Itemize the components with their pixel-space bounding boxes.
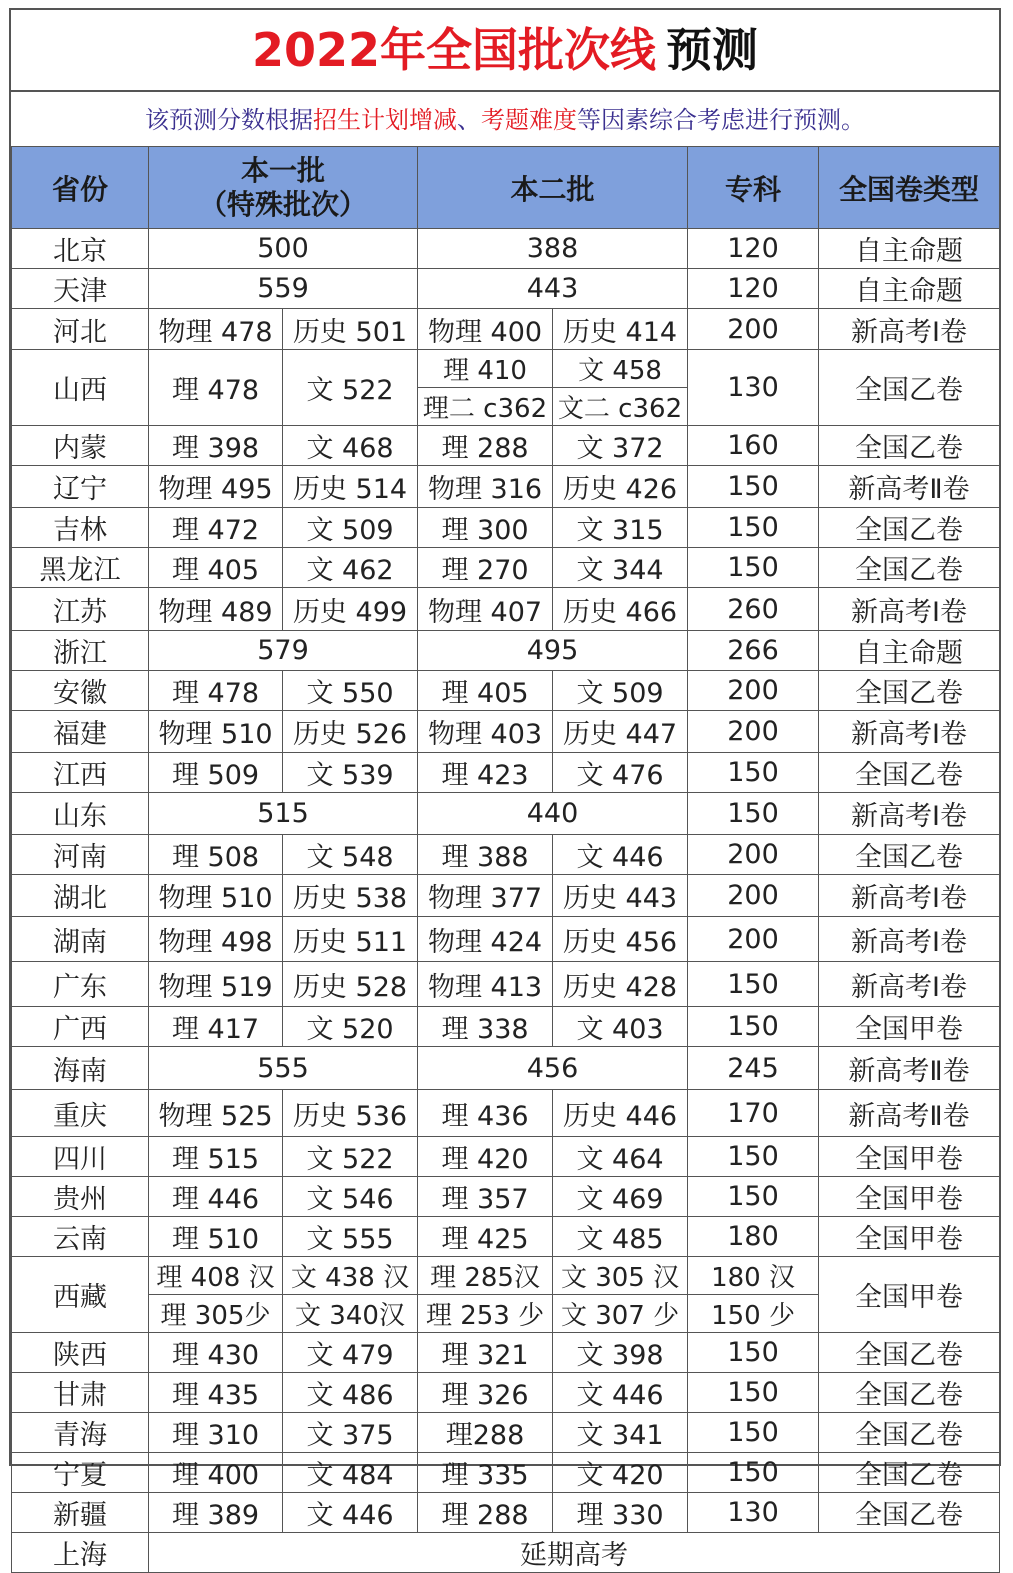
batch1-score-a: 物理 489 <box>149 588 283 631</box>
province-cell: 重庆 <box>12 1090 149 1137</box>
exam-type-cell: 自主命题 <box>819 269 1000 309</box>
table-row <box>12 309 1000 350</box>
exam-type-cell: 全国乙卷 <box>819 1373 1000 1413</box>
batch2-score-a: 理 285汉 <box>418 1257 553 1295</box>
zhuanke-score: 170 <box>688 1090 819 1137</box>
batch2-score-a: 物理 377 <box>418 875 553 917</box>
batch2-score-b: 文 446 <box>553 1373 688 1413</box>
batch2-score-a: 理 321 <box>418 1333 553 1373</box>
exam-type-cell: 新高考Ⅰ卷 <box>819 711 1000 753</box>
batch2-score-a: 物理 400 <box>418 309 553 350</box>
batch2-score: 388 <box>418 229 688 269</box>
batch2-score-a: 理 425 <box>418 1217 553 1257</box>
batch1-score-a: 理 430 <box>149 1333 283 1373</box>
zhuanke-score: 130 <box>688 350 819 426</box>
batch1-score-b: 文 522 <box>283 1137 418 1177</box>
province-cell: 福建 <box>12 711 149 753</box>
province-cell: 上海 <box>12 1533 149 1573</box>
zhuanke-score: 200 <box>688 671 819 711</box>
exam-type-cell: 全国甲卷 <box>819 1217 1000 1257</box>
batch2-score-b: 历史 428 <box>553 962 688 1007</box>
batch2-score-b: 文 344 <box>553 548 688 588</box>
batch1-score-b: 文 462 <box>283 548 418 588</box>
batch1-score-a: 理 478 <box>149 350 283 426</box>
batch1-score-a: 理 478 <box>149 671 283 711</box>
zhuanke-score: 200 <box>688 309 819 350</box>
exam-type-cell: 全国甲卷 <box>819 1177 1000 1217</box>
exam-type-cell: 新高考Ⅰ卷 <box>819 588 1000 631</box>
province-cell: 广西 <box>12 1007 149 1047</box>
batch1-score-b: 历史 526 <box>283 711 418 753</box>
zhuanke-score: 120 <box>688 229 819 269</box>
table-row <box>12 1047 1000 1090</box>
batch2-score-b: 文 458 <box>553 350 688 388</box>
batch2-score: 440 <box>418 793 688 835</box>
table-row <box>12 1217 1000 1257</box>
batch1-score-b: 文 438 汉 <box>283 1257 418 1295</box>
batch1-score: 559 <box>149 269 418 309</box>
batch1-score-b: 文 550 <box>283 671 418 711</box>
batch2-score-c: 理二 c362 <box>418 388 553 426</box>
batch1-score-a: 物理 510 <box>149 711 283 753</box>
batch1-score-a: 理 515 <box>149 1137 283 1177</box>
batch1-score-b: 历史 538 <box>283 875 418 917</box>
zhuanke-score: 260 <box>688 588 819 631</box>
document-frame <box>9 8 1001 1571</box>
province-cell: 广东 <box>12 962 149 1007</box>
table-row <box>12 1137 1000 1177</box>
exam-type-cell: 新高考Ⅱ卷 <box>819 1047 1000 1090</box>
province-cell: 陕西 <box>12 1333 149 1373</box>
batch1-score-b: 历史 528 <box>283 962 418 1007</box>
batch2-score-b: 文 469 <box>553 1177 688 1217</box>
province-cell: 湖南 <box>12 917 149 962</box>
batch2-score-b: 理 330 <box>553 1493 688 1533</box>
batch1-score: 500 <box>149 229 418 269</box>
batch1-score-a: 理 417 <box>149 1007 283 1047</box>
batch2-score-d: 文 307 少 <box>553 1295 688 1333</box>
batch2-score-a: 理 300 <box>418 508 553 548</box>
batch2-score: 456 <box>418 1047 688 1090</box>
zhuanke-score: 180 汉 <box>688 1257 819 1295</box>
batch2-score-b: 历史 447 <box>553 711 688 753</box>
batch2-score-a: 理 405 <box>418 671 553 711</box>
batch2-score-a: 理 326 <box>418 1373 553 1413</box>
batch2-score-a: 理 388 <box>418 835 553 875</box>
province-cell: 辽宁 <box>12 466 149 508</box>
province-cell: 海南 <box>12 1047 149 1090</box>
zhuanke-score: 245 <box>688 1047 819 1090</box>
province-cell: 宁夏 <box>12 1453 149 1493</box>
batch2-score-b: 文 464 <box>553 1137 688 1177</box>
exam-type-cell: 全国乙卷 <box>819 1493 1000 1533</box>
batch2-score: 495 <box>418 631 688 671</box>
header-batch-2: 本二批 <box>418 147 688 229</box>
batch1-score-c: 理 305少 <box>149 1295 283 1333</box>
batch2-score-a: 理 335 <box>418 1453 553 1493</box>
score-table <box>11 146 1000 1573</box>
province-cell: 山东 <box>12 793 149 835</box>
table-row <box>12 229 1000 269</box>
batch2-score-b: 历史 446 <box>553 1090 688 1137</box>
province-cell: 天津 <box>12 269 149 309</box>
zhuanke-score: 130 <box>688 1493 819 1533</box>
batch1-score: 579 <box>149 631 418 671</box>
batch2-score-a: 理 338 <box>418 1007 553 1047</box>
province-cell: 吉林 <box>12 508 149 548</box>
table-row <box>12 1413 1000 1453</box>
zhuanke-score: 200 <box>688 875 819 917</box>
table-row <box>12 875 1000 917</box>
province-cell: 江西 <box>12 753 149 793</box>
batch1-score-a: 物理 495 <box>149 466 283 508</box>
zhuanke-score: 180 <box>688 1217 819 1257</box>
exam-type-cell: 新高考Ⅰ卷 <box>819 793 1000 835</box>
batch1-score-b: 文 468 <box>283 426 418 466</box>
batch2-score-a: 理 410 <box>418 350 553 388</box>
batch2-score-b: 文 446 <box>553 835 688 875</box>
batch2-score-d: 文二 c362 <box>553 388 688 426</box>
exam-type-cell: 全国乙卷 <box>819 671 1000 711</box>
zhuanke-score: 120 <box>688 269 819 309</box>
zhuanke-score-2: 150 少 <box>688 1295 819 1333</box>
batch1-score-b: 文 546 <box>283 1177 418 1217</box>
table-row <box>12 1373 1000 1413</box>
batch2-score-a: 理 357 <box>418 1177 553 1217</box>
table-row <box>12 917 1000 962</box>
batch2-score-a: 物理 407 <box>418 588 553 631</box>
batch1-score-b: 文 555 <box>283 1217 418 1257</box>
exam-type-cell: 全国乙卷 <box>819 1453 1000 1493</box>
table-row <box>12 671 1000 711</box>
table-row <box>12 350 1000 388</box>
zhuanke-score: 200 <box>688 917 819 962</box>
batch2-score-a: 理 423 <box>418 753 553 793</box>
table-header-row <box>12 147 1000 229</box>
batch1-score-b: 文 446 <box>283 1493 418 1533</box>
zhuanke-score: 160 <box>688 426 819 466</box>
zhuanke-score: 150 <box>688 1137 819 1177</box>
province-cell: 新疆 <box>12 1493 149 1533</box>
table-row <box>12 588 1000 631</box>
exam-type-cell: 全国乙卷 <box>819 426 1000 466</box>
zhuanke-score: 150 <box>688 753 819 793</box>
exam-type-cell: 新高考Ⅰ卷 <box>819 875 1000 917</box>
province-cell: 河南 <box>12 835 149 875</box>
batch1-score-a: 理 398 <box>149 426 283 466</box>
province-cell: 西藏 <box>12 1257 149 1333</box>
batch2-score-b: 文 420 <box>553 1453 688 1493</box>
batch1-score-a: 物理 478 <box>149 309 283 350</box>
batch1-score-a: 理 472 <box>149 508 283 548</box>
batch2-score-b: 文 372 <box>553 426 688 466</box>
batch1-score-b: 文 484 <box>283 1453 418 1493</box>
exam-type-cell: 自主命题 <box>819 631 1000 671</box>
province-cell: 湖北 <box>12 875 149 917</box>
batch1-score-b: 历史 499 <box>283 588 418 631</box>
zhuanke-score: 150 <box>688 962 819 1007</box>
batch1-score-b: 文 539 <box>283 753 418 793</box>
batch1-score-a: 理 509 <box>149 753 283 793</box>
batch1-score-d: 文 340汉 <box>283 1295 418 1333</box>
batch2-score-c: 理 253 少 <box>418 1295 553 1333</box>
table-row <box>12 1257 1000 1295</box>
zhuanke-score: 150 <box>688 1177 819 1217</box>
zhuanke-score: 150 <box>688 793 819 835</box>
exam-type-cell: 新高考Ⅰ卷 <box>819 962 1000 1007</box>
province-cell: 浙江 <box>12 631 149 671</box>
page-subtitle: 该预测分数根据招生计划增减、考题难度等因素综合考虑进行预测。 <box>11 90 999 148</box>
province-cell: 江苏 <box>12 588 149 631</box>
batch2-score-a: 物理 403 <box>418 711 553 753</box>
batch2-score-b: 文 509 <box>553 671 688 711</box>
table-row <box>12 1533 1000 1573</box>
zhuanke-score: 200 <box>688 835 819 875</box>
batch2-score-b: 历史 426 <box>553 466 688 508</box>
batch1-score-a: 理 400 <box>149 1453 283 1493</box>
province-cell: 四川 <box>12 1137 149 1177</box>
page-title: 2022年全国批次线 预测 <box>251 23 759 77</box>
table-row <box>12 711 1000 753</box>
exam-type-cell: 新高考Ⅱ卷 <box>819 466 1000 508</box>
exam-type-cell: 新高考Ⅰ卷 <box>819 917 1000 962</box>
batch2-score-a: 物理 316 <box>418 466 553 508</box>
table-row <box>12 835 1000 875</box>
note-cell: 延期高考 <box>149 1533 1000 1573</box>
exam-type-cell: 全国甲卷 <box>819 1137 1000 1177</box>
batch2-score-b: 文 485 <box>553 1217 688 1257</box>
header-batch-1: 本一批 （特殊批次） <box>149 147 418 229</box>
batch1-score-a: 理 389 <box>149 1493 283 1533</box>
province-cell: 山西 <box>12 350 149 426</box>
batch1-score-b: 文 486 <box>283 1373 418 1413</box>
batch2-score: 443 <box>418 269 688 309</box>
zhuanke-score: 150 <box>688 1333 819 1373</box>
table-row <box>12 631 1000 671</box>
table-row <box>12 1493 1000 1533</box>
province-cell: 黑龙江 <box>12 548 149 588</box>
exam-type-cell: 全国乙卷 <box>819 753 1000 793</box>
zhuanke-score: 150 <box>688 1007 819 1047</box>
zhuanke-score: 200 <box>688 711 819 753</box>
province-cell: 青海 <box>12 1413 149 1453</box>
batch2-score-b: 文 403 <box>553 1007 688 1047</box>
batch1-score-b: 文 522 <box>283 350 418 426</box>
batch2-score-a: 物理 424 <box>418 917 553 962</box>
batch2-score-a: 理288 <box>418 1413 553 1453</box>
batch2-score-b: 历史 443 <box>553 875 688 917</box>
batch1-score-a: 物理 510 <box>149 875 283 917</box>
batch2-score-a: 理 420 <box>418 1137 553 1177</box>
batch1-score-a: 理 510 <box>149 1217 283 1257</box>
exam-type-cell: 全国乙卷 <box>819 835 1000 875</box>
zhuanke-score: 150 <box>688 466 819 508</box>
table-row <box>12 1090 1000 1137</box>
batch2-score-b: 文 476 <box>553 753 688 793</box>
batch1-score-a: 理 408 汉 <box>149 1257 283 1295</box>
province-cell: 安徽 <box>12 671 149 711</box>
exam-type-cell: 自主命题 <box>819 229 1000 269</box>
exam-type-cell: 全国乙卷 <box>819 350 1000 426</box>
batch1-score-b: 文 520 <box>283 1007 418 1047</box>
exam-type-cell: 全国乙卷 <box>819 1413 1000 1453</box>
exam-type-cell: 全国乙卷 <box>819 508 1000 548</box>
batch1-score-a: 理 435 <box>149 1373 283 1413</box>
province-cell: 甘肃 <box>12 1373 149 1413</box>
province-cell: 河北 <box>12 309 149 350</box>
exam-type-cell: 新高考Ⅰ卷 <box>819 309 1000 350</box>
batch2-score-b: 历史 466 <box>553 588 688 631</box>
batch2-score-b: 历史 414 <box>553 309 688 350</box>
zhuanke-score: 150 <box>688 1413 819 1453</box>
batch2-score-a: 理 436 <box>418 1090 553 1137</box>
zhuanke-score: 266 <box>688 631 819 671</box>
batch2-score-b: 文 315 <box>553 508 688 548</box>
header-province: 省份 <box>12 147 149 229</box>
table-row <box>12 753 1000 793</box>
batch1-score-b: 文 479 <box>283 1333 418 1373</box>
batch1-score: 515 <box>149 793 418 835</box>
header-zhuanke: 专科 <box>688 147 819 229</box>
table-row <box>12 1007 1000 1047</box>
batch2-score-a: 理 270 <box>418 548 553 588</box>
batch1-score-b: 文 548 <box>283 835 418 875</box>
province-cell: 内蒙 <box>12 426 149 466</box>
exam-type-cell: 新高考Ⅱ卷 <box>819 1090 1000 1137</box>
batch1-score-a: 理 508 <box>149 835 283 875</box>
table-row <box>12 426 1000 466</box>
batch2-score-b: 文 305 汉 <box>553 1257 688 1295</box>
table-row <box>12 508 1000 548</box>
exam-type-cell: 全国甲卷 <box>819 1257 1000 1333</box>
zhuanke-score: 150 <box>688 1373 819 1413</box>
batch2-score-b: 文 398 <box>553 1333 688 1373</box>
province-cell: 北京 <box>12 229 149 269</box>
batch1-score-b: 历史 536 <box>283 1090 418 1137</box>
table-row <box>12 962 1000 1007</box>
province-cell: 贵州 <box>12 1177 149 1217</box>
batch1-score-b: 文 509 <box>283 508 418 548</box>
zhuanke-score: 150 <box>688 1453 819 1493</box>
table-row <box>12 269 1000 309</box>
zhuanke-score: 150 <box>688 548 819 588</box>
table-row <box>12 793 1000 835</box>
batch1-score-a: 理 405 <box>149 548 283 588</box>
table-row <box>12 466 1000 508</box>
batch2-score-b: 文 341 <box>553 1413 688 1453</box>
header-exam-type: 全国卷类型 <box>819 147 1000 229</box>
batch2-score-a: 理 288 <box>418 1493 553 1533</box>
batch2-score-b: 历史 456 <box>553 917 688 962</box>
table-row <box>12 1453 1000 1493</box>
batch2-score-a: 物理 413 <box>418 962 553 1007</box>
batch2-score-a: 理 288 <box>418 426 553 466</box>
batch1-score-a: 物理 498 <box>149 917 283 962</box>
batch1-score-b: 历史 514 <box>283 466 418 508</box>
province-cell: 云南 <box>12 1217 149 1257</box>
batch1-score-a: 理 446 <box>149 1177 283 1217</box>
exam-type-cell: 全国乙卷 <box>819 548 1000 588</box>
batch1-score-b: 文 375 <box>283 1413 418 1453</box>
table-row <box>12 1333 1000 1373</box>
exam-type-cell: 全国甲卷 <box>819 1007 1000 1047</box>
table-row <box>12 548 1000 588</box>
batch1-score-b: 历史 511 <box>283 917 418 962</box>
exam-type-cell: 全国乙卷 <box>819 1333 1000 1373</box>
batch1-score-b: 历史 501 <box>283 309 418 350</box>
batch1-score: 555 <box>149 1047 418 1090</box>
batch1-score-a: 物理 525 <box>149 1090 283 1137</box>
zhuanke-score: 150 <box>688 508 819 548</box>
batch1-score-a: 物理 519 <box>149 962 283 1007</box>
table-row <box>12 1177 1000 1217</box>
batch1-score-a: 理 310 <box>149 1413 283 1453</box>
